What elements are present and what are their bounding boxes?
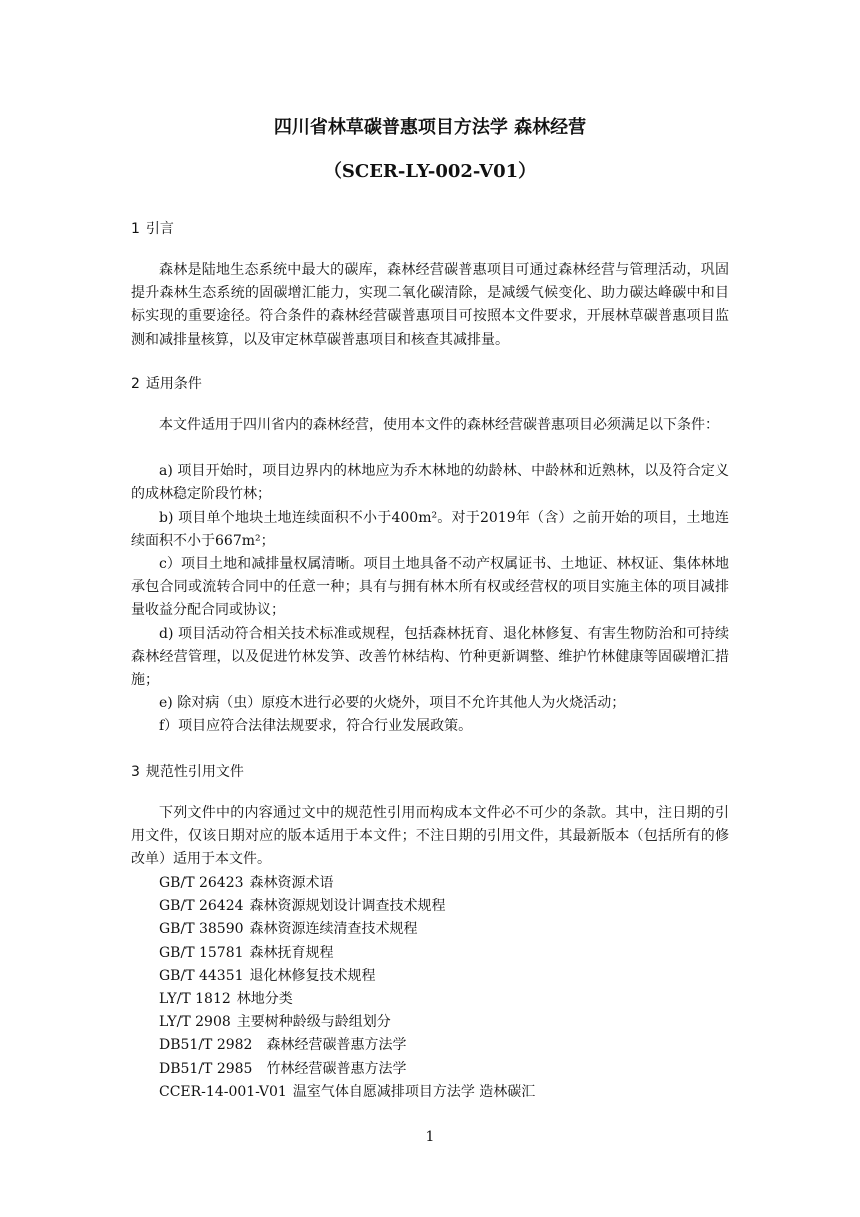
section-number: 2 xyxy=(131,376,140,392)
condition-item-f: f）项目应符合法律法规要求，符合行业发展政策。 xyxy=(159,718,473,734)
reference-code: LY/T 2908 xyxy=(159,1014,231,1031)
reference-code: GB/T 26423 xyxy=(159,875,244,891)
paragraph: 森林是陆地生态系统中最大的碳库，森林经营碳普惠项目可通过森林经营与管理活动，巩固提升森林生态系统的固碳增汇能力，实现二氧化碳清除，是减缓气候变化、助力碳达峰碳中和目标实现的重要途径。符合条件的森林经营碳普惠项目可按照本文件要求，开展林草碳普惠项目监测和减排量核算，以及审定林草碳普惠项目和核查其减排量。 xyxy=(131,262,729,348)
condition-item-b: b) 项目单个地块土地连续面积不小于400m²。对于2019年（含）之前开始的项目，土地连续面积不小于667m²； xyxy=(131,510,729,550)
paragraph: 本文件适用于四川省内的森林经营，使用本文件的森林经营碳普惠项目必须满足以下条件： xyxy=(159,417,719,433)
condition-item-e: e) 除对病（虫）原疫木进行必要的火烧外，项目不允许其他人为火烧活动； xyxy=(159,695,626,711)
reference-name: 竹林经营碳普惠方法学 xyxy=(266,1060,407,1077)
reference-name: 森林抚育规程 xyxy=(249,944,334,961)
reference-item xyxy=(159,918,535,941)
paragraph: 下列文件中的内容通过文中的规范性引用而构成本文件必不可少的条款。其中，注日期的引用文件，仅该日期对应的版本适用于本文件；不注日期的引用文件，其最新版本（包括所有的修改单）适用于本文件。 xyxy=(131,805,729,868)
reference-item xyxy=(159,988,535,1011)
section-number: 1 xyxy=(131,221,140,237)
reference-name: 森林资源连续清查技术规程 xyxy=(249,921,418,938)
reference-item xyxy=(159,895,535,918)
reference-name: 森林资源术语 xyxy=(249,875,334,891)
reference-name: 退化林修复技术规程 xyxy=(249,967,376,984)
reference-name: 主要树种龄级与龄组划分 xyxy=(236,1014,391,1031)
reference-item xyxy=(159,1011,535,1034)
section-heading-2 xyxy=(131,374,202,394)
reference-code: CCER-14-001-V01 xyxy=(159,1083,287,1100)
reference-name: 林地分类 xyxy=(236,990,293,1007)
condition-item-d: d) 项目活动符合相关技术标准或规程，包括森林抚育、退化林修复、有害生物防治和可持续森林经营管理，以及促进竹林发笋、改善竹林结构、竹种更新调整、维护竹林健康等固碳增汇措施； xyxy=(131,626,729,689)
reference-name: 温室气体自愿减排项目方法学 造林碳汇 xyxy=(292,1083,536,1100)
reference-name: 森林经营碳普惠方法学 xyxy=(266,1037,407,1054)
reference-name: 森林资源规划设计调查技术规程 xyxy=(249,898,446,915)
reference-code: GB/T 44351 xyxy=(159,967,244,984)
document-code: （SCER-LY-002-V01） xyxy=(323,161,537,182)
section-heading-1 xyxy=(131,219,174,239)
reference-code: DB51/T 2985 xyxy=(159,1060,253,1077)
section-title: 规范性引用文件 xyxy=(145,764,244,780)
reference-item xyxy=(159,872,535,895)
reference-list xyxy=(159,872,535,1104)
section-number: 3 xyxy=(131,764,140,780)
section-heading-3 xyxy=(131,762,244,782)
reference-item xyxy=(159,1034,535,1057)
reference-code: DB51/T 2982 xyxy=(159,1037,253,1054)
reference-item xyxy=(159,965,535,988)
reference-code: GB/T 15781 xyxy=(159,944,244,961)
section-title: 适用条件 xyxy=(145,376,202,392)
reference-item xyxy=(159,1058,535,1081)
condition-item-a: a) 项目开始时，项目边界内的林地应为乔木林地的幼龄林、中龄林和近熟林，以及符合定义的成林稳定阶段竹林； xyxy=(131,463,729,503)
reference-code: GB/T 38590 xyxy=(159,921,244,938)
reference-code: GB/T 26424 xyxy=(159,898,244,915)
reference-item xyxy=(159,1081,535,1104)
section-title: 引言 xyxy=(145,221,174,237)
reference-item xyxy=(159,942,535,965)
page-number: 1 xyxy=(425,1129,435,1145)
document-title: 四川省林草碳普惠项目方法学 森林经营 xyxy=(273,117,587,138)
condition-item-c: c）项目土地和减排量权属清晰。项目土地具备不动产权属证书、土地证、林权证、集体林地承包合同或流转合同中的任意一种；具有与拥有林木所有权或经营权的项目实施主体的项目减排量收益分配合同或协议； xyxy=(131,556,729,619)
reference-code: LY/T 1812 xyxy=(159,990,231,1007)
